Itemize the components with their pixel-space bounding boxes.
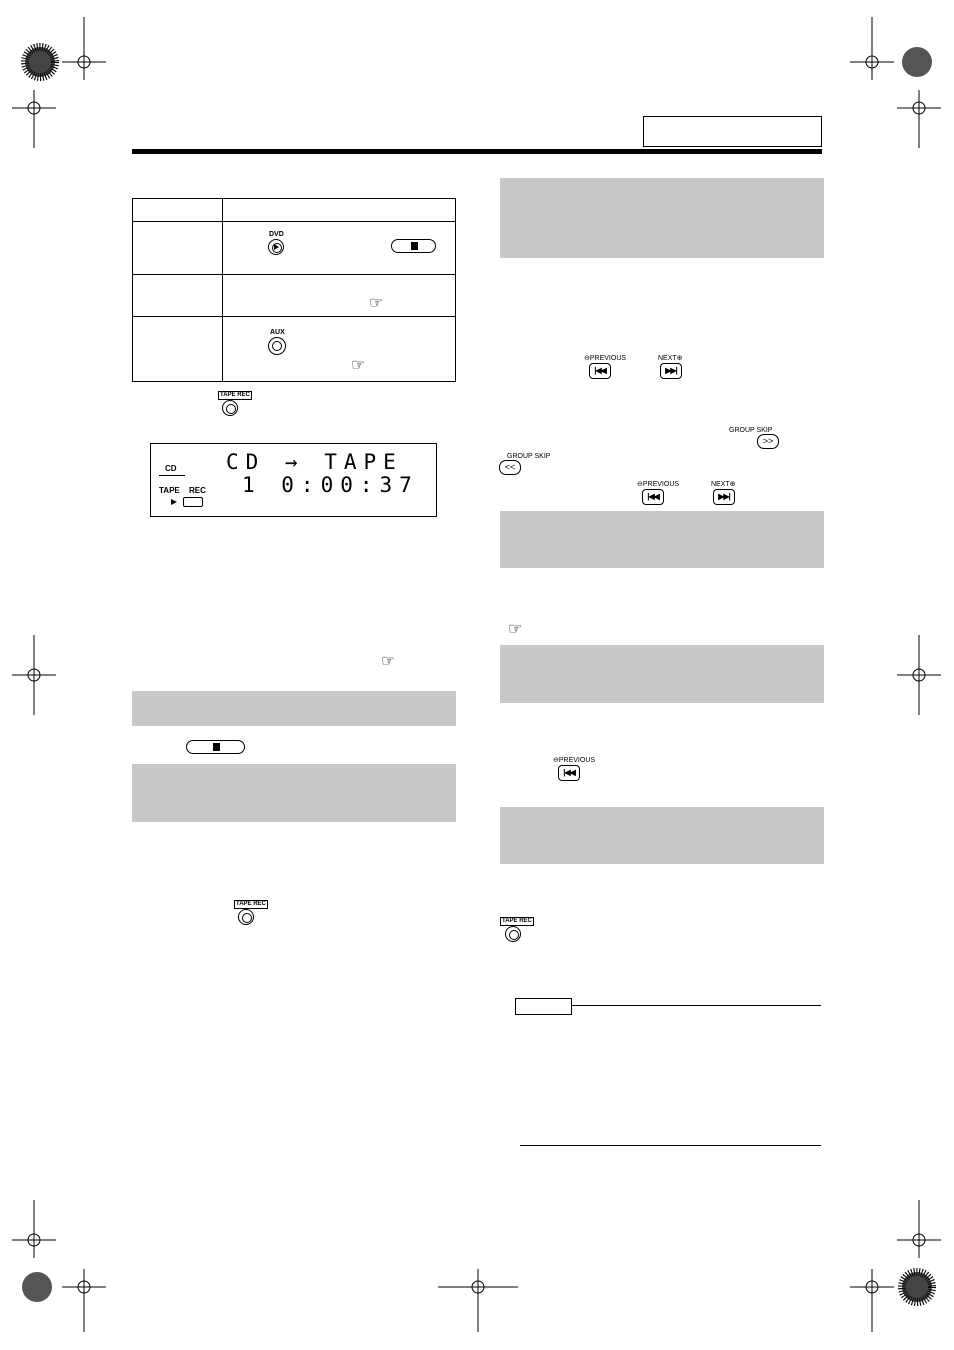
dvd-button-label: DVD — [269, 231, 284, 238]
minus-icon: ⊖ — [637, 481, 643, 488]
note-bar — [500, 511, 824, 568]
pointing-hand-icon: ☞ — [351, 357, 366, 374]
pointing-hand-icon: ☞ — [381, 653, 396, 670]
cd-indicator: CD — [165, 464, 177, 473]
tape-indicator-box — [159, 486, 213, 495]
tape-rec-label: TAPE REC — [236, 901, 266, 907]
table-row-divider — [133, 274, 455, 275]
next-label: NEXT⊕ — [658, 355, 683, 362]
note-bar — [132, 764, 456, 822]
group-skip-label: GROUP SKIP — [729, 427, 773, 434]
next-button[interactable]: ▶▶| — [660, 363, 682, 379]
note-bottom-rule — [520, 1145, 821, 1146]
plus-icon: ⊕ — [729, 481, 736, 488]
group-skip-label: GROUP SKIP — [507, 453, 551, 460]
plus-icon: ⊕ — [676, 355, 683, 362]
play-indicator-icon — [171, 499, 177, 505]
tape-rec-button[interactable] — [222, 400, 238, 416]
header-tab-box — [643, 116, 822, 147]
rec-indicator: REC — [189, 486, 206, 495]
previous-label: ⊖PREVIOUS — [637, 481, 680, 488]
previous-label: ⊖PREVIOUS — [584, 355, 627, 362]
previous-button[interactable]: |◀◀ — [589, 363, 611, 379]
aux-button[interactable] — [268, 337, 286, 355]
note-bar — [500, 807, 824, 864]
minus-icon: ⊖ — [584, 355, 590, 362]
tape-rec-label: TAPE REC — [220, 392, 250, 398]
aux-button-label: AUX — [270, 329, 285, 336]
next-label: NEXT⊕ — [711, 481, 736, 488]
tape-indicator: TAPE — [159, 486, 180, 495]
tape-rec-button[interactable] — [238, 909, 254, 925]
stop-button[interactable] — [186, 740, 245, 754]
table-row-divider — [133, 316, 455, 317]
stop-button[interactable] — [391, 239, 436, 253]
pointing-hand-icon: ☞ — [508, 621, 523, 638]
note-heading-box — [515, 998, 572, 1015]
display-line-1: CD → TAPE — [226, 450, 403, 474]
cd-indicator-underline — [159, 475, 185, 476]
tape-rec-label: TAPE REC — [502, 918, 532, 924]
reverse-mode-icon — [183, 497, 203, 507]
note-bar — [500, 645, 824, 703]
next-button[interactable]: ▶▶| — [713, 489, 735, 505]
note-bar — [132, 691, 456, 726]
source-table — [132, 198, 456, 382]
previous-button[interactable]: |◀◀ — [558, 765, 580, 781]
play-triangle-icon — [274, 244, 279, 250]
note-top-rule — [571, 1005, 821, 1006]
header-rule — [132, 149, 822, 154]
note-bar — [500, 178, 824, 258]
previous-button[interactable]: |◀◀ — [642, 489, 664, 505]
group-skip-back-button[interactable]: << — [499, 460, 521, 475]
tape-rec-button[interactable] — [505, 926, 521, 942]
display-panel — [150, 443, 437, 517]
previous-label: ⊖PREVIOUS — [553, 757, 596, 764]
minus-icon: ⊖ — [553, 757, 559, 764]
table-col-divider — [222, 199, 223, 381]
display-line-2: 1 0:00:37 — [242, 473, 419, 497]
pointing-hand-icon: ☞ — [369, 295, 384, 312]
group-skip-forward-button[interactable]: >> — [757, 434, 779, 449]
table-row-divider — [133, 221, 455, 222]
